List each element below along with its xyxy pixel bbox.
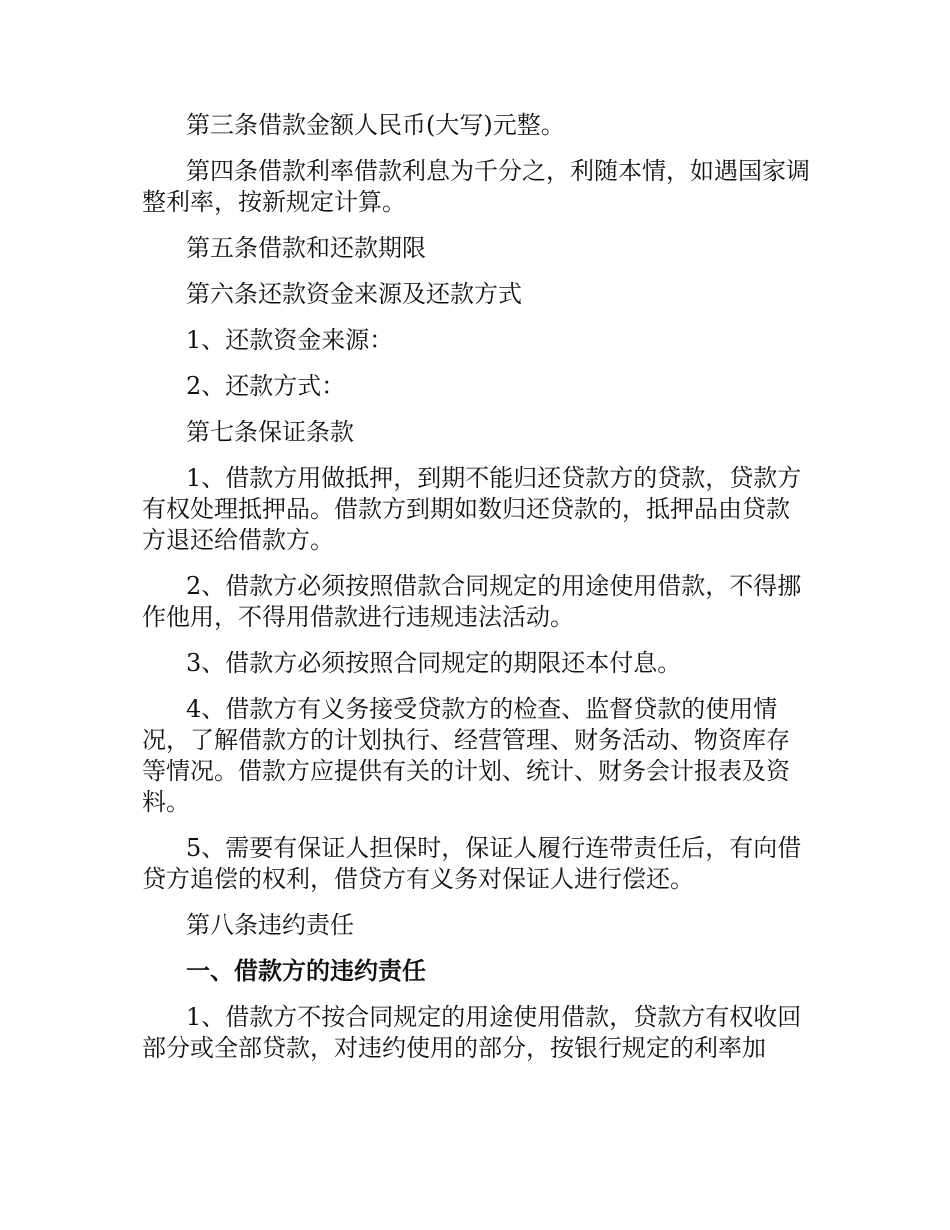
paragraph-guarantee-3: 3、借款方必须按照合同规定的期限还本付息。 — [186, 649, 682, 677]
paragraph-liability-1: 1、借款方不按合同规定的用途使用借款，贷款方有权收回部分或全部贷款，对违约使用的部分，按银行规定的利率加 — [142, 1003, 802, 1062]
paragraph-guarantee-5: 5、需要有保证人担保时，保证人履行连带责任后，有向借贷方追偿的权利，借贷方有义务对保证人进行偿还。 — [142, 834, 802, 893]
paragraph-guarantee-4: 4、借款方有义务接受贷款方的检查、监督贷款的使用情况，了解借款方的计划执行、经营管理、财务活动、物资库存等情况。借款方应提供有关的计划、统计、财务会计报表及资料。 — [142, 695, 790, 816]
paragraph-guarantee-1: 1、借款方用做抵押，到期不能归还贷款方的贷款，贷款方有权处理抵押品。借款方到期如数归还贷款的，抵押品由贷款方退还给借款方。 — [142, 464, 802, 554]
paragraph-article-4: 第四条借款利率借款利息为千分之，利随本情，如遇国家调整利率，按新规定计算。 — [142, 157, 810, 216]
paragraph-repayment-method: 2、还款方式： — [186, 372, 346, 400]
paragraph-guarantee-2: 2、借款方必须按照借款合同规定的用途使用借款，不得挪作他用，不得用借款进行违规违法活动。 — [142, 572, 802, 631]
paragraph-article-7: 第七条保证条款 — [186, 418, 354, 446]
paragraph-article-8: 第八条违约责任 — [186, 911, 354, 939]
paragraph-repayment-source: 1、还款资金来源： — [186, 326, 394, 354]
document-body — [142, 110, 810, 1079]
section-heading-borrower-liability: 一、借款方的违约责任 — [186, 957, 426, 985]
paragraph-article-3: 第三条借款金额人民币(大写)元整。 — [186, 111, 565, 139]
paragraph-article-5: 第五条借款和还款期限 — [186, 234, 426, 262]
paragraph-article-6: 第六条还款资金来源及还款方式 — [186, 280, 522, 308]
